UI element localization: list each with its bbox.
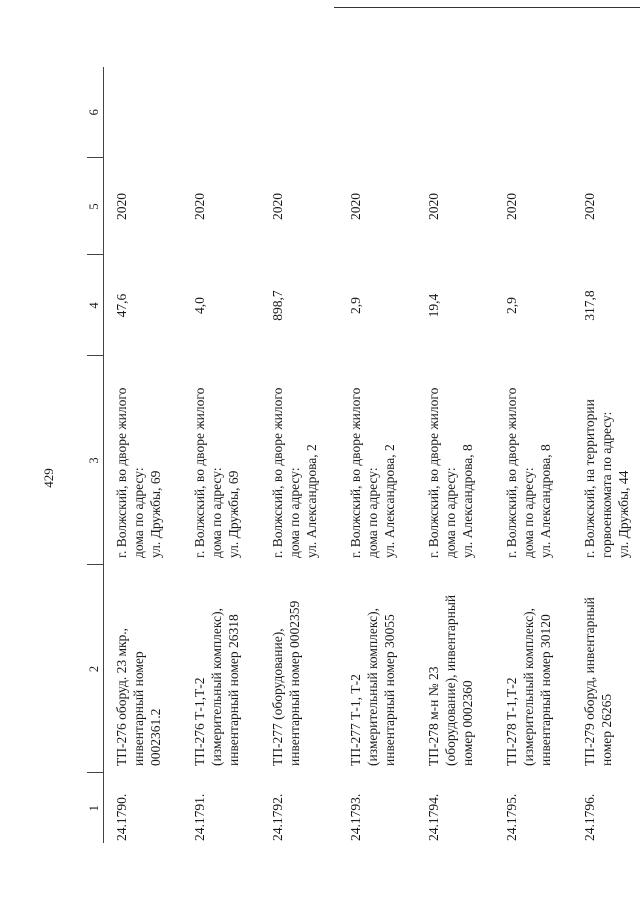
object-extra	[260, 67, 338, 158]
row-number: 24.1794.	[426, 793, 441, 841]
object-value: 898,7	[270, 290, 285, 321]
object-year: 2020	[426, 193, 441, 220]
address-line: ул. Александрова, 2	[304, 444, 319, 558]
header-cell-1: 1	[87, 773, 104, 843]
object-name-line: ТП-276 оборуд. 23 мкр.,	[114, 627, 129, 766]
object-value: 317,8	[582, 290, 597, 321]
address-line: дома по адресу:	[443, 467, 458, 558]
object-value: 4,0	[192, 297, 207, 314]
object-extra	[416, 67, 494, 158]
page-number: 429	[41, 468, 56, 488]
object-name	[416, 565, 494, 773]
object-value: 19,4	[426, 293, 441, 318]
object-name-line: 0002361.2	[148, 708, 163, 766]
object-name-line: ТП-279 оборуд, инвентарный	[582, 597, 597, 766]
object-name-line: (оборудование), инвентарный	[443, 594, 458, 766]
register-table	[87, 67, 640, 843]
table-row	[338, 67, 416, 843]
object-address	[338, 356, 416, 565]
row-number: 24.1795.	[504, 793, 519, 841]
object-name	[494, 565, 572, 773]
object-name-line: номер 26265	[599, 693, 614, 766]
object-year: 2020	[192, 193, 207, 220]
object-address	[416, 356, 494, 565]
row-number: 24.1792.	[270, 793, 285, 841]
address-line: горвоенкомата по адресу:	[599, 411, 614, 558]
object-year: 2020	[582, 193, 597, 220]
object-name-line: ТП-278 м-н № 23	[426, 666, 441, 766]
row-number: 24.1796.	[582, 793, 597, 841]
top-border-line	[334, 7, 640, 8]
object-name-line: инвентарный номер 30055	[382, 614, 397, 766]
object-value: 2,9	[504, 297, 519, 314]
object-address	[104, 356, 183, 565]
object-name	[572, 565, 640, 773]
table-row	[572, 67, 640, 843]
address-line: ул. Александрова, 8	[538, 444, 553, 558]
object-address	[494, 356, 572, 565]
header-cell-6: 6	[87, 67, 104, 158]
object-name-line: ТП-278 Т-1,Т-2	[504, 677, 519, 766]
object-name	[182, 565, 260, 773]
table-body	[104, 67, 640, 843]
table-row	[416, 67, 494, 843]
object-year: 2020	[270, 193, 285, 220]
object-name-line: инвентарный номер	[131, 651, 146, 766]
address-line: дома по адресу:	[209, 467, 224, 558]
header-cell-2: 2	[87, 565, 104, 773]
object-name	[260, 565, 338, 773]
address-line: дома по адресу:	[287, 467, 302, 558]
address-line: г. Волжский, во дворе жилого	[270, 387, 285, 558]
address-line: ул. Дружбы, 69	[226, 470, 241, 558]
object-name-line: номер 0002360	[460, 680, 475, 766]
rotated-table-wrapper	[87, 67, 631, 843]
object-value: 47,6	[114, 293, 129, 318]
object-address	[182, 356, 260, 565]
object-address	[260, 356, 338, 565]
address-line: г. Волжский, во дворе жилого	[114, 387, 129, 558]
row-number: 24.1791.	[192, 793, 207, 841]
object-value: 2,9	[348, 297, 363, 314]
object-name	[338, 565, 416, 773]
address-line: дома по адресу:	[365, 467, 380, 558]
row-number: 24.1793.	[348, 793, 363, 841]
object-name-line: ТП-277 Т-1, Т-2	[348, 674, 363, 766]
header-cell-4: 4	[87, 255, 104, 356]
object-year: 2020	[348, 193, 363, 220]
address-line: ул. Дружбы, 44	[616, 470, 631, 558]
address-line: г. Волжский, во дворе жилого	[348, 387, 363, 558]
object-name	[104, 565, 183, 773]
table-row	[104, 67, 183, 843]
object-name-line: (измерительный комплекс),	[209, 608, 224, 766]
header-cell-3: 3	[87, 356, 104, 565]
table-row	[182, 67, 260, 843]
table-row	[260, 67, 338, 843]
object-year: 2020	[114, 193, 129, 220]
object-name-line: инвентарный номер 30120	[538, 614, 553, 766]
object-extra	[572, 67, 640, 158]
object-name-line: ТП-277 (оборудование),	[270, 628, 285, 766]
object-name-line: (измерительный комплекс),	[521, 608, 536, 766]
address-line: ул. Александрова, 8	[460, 444, 475, 558]
object-extra	[338, 67, 416, 158]
object-year: 2020	[504, 193, 519, 220]
address-line: г. Волжский, во дворе жилого	[504, 387, 519, 558]
address-line: дома по адресу:	[521, 467, 536, 558]
address-line: г. Волжский, во дворе жилого	[192, 387, 207, 558]
row-number: 24.1790.	[114, 793, 129, 841]
object-name-line: ТП-276 Т-1,Т-2	[192, 677, 207, 766]
object-extra	[182, 67, 260, 158]
header-row	[87, 67, 104, 843]
address-line: г. Волжский, на территории	[582, 399, 597, 558]
address-line: ул. Александрова, 2	[382, 444, 397, 558]
object-name-line: инвентарный номер 26318	[226, 614, 241, 766]
header-cell-5: 5	[87, 158, 104, 255]
address-line: дома по адресу:	[131, 467, 146, 558]
table-header	[87, 67, 104, 843]
object-address	[572, 356, 640, 565]
object-name-line: (измерительный комплекс),	[365, 608, 380, 766]
address-line: ул. Дружбы, 69	[148, 470, 163, 558]
object-name-line: инвентарный номер 0002359	[287, 600, 302, 766]
object-extra	[104, 67, 183, 158]
object-extra	[494, 67, 572, 158]
table-row	[494, 67, 572, 843]
address-line: г. Волжский, во дворе жилого	[426, 387, 441, 558]
